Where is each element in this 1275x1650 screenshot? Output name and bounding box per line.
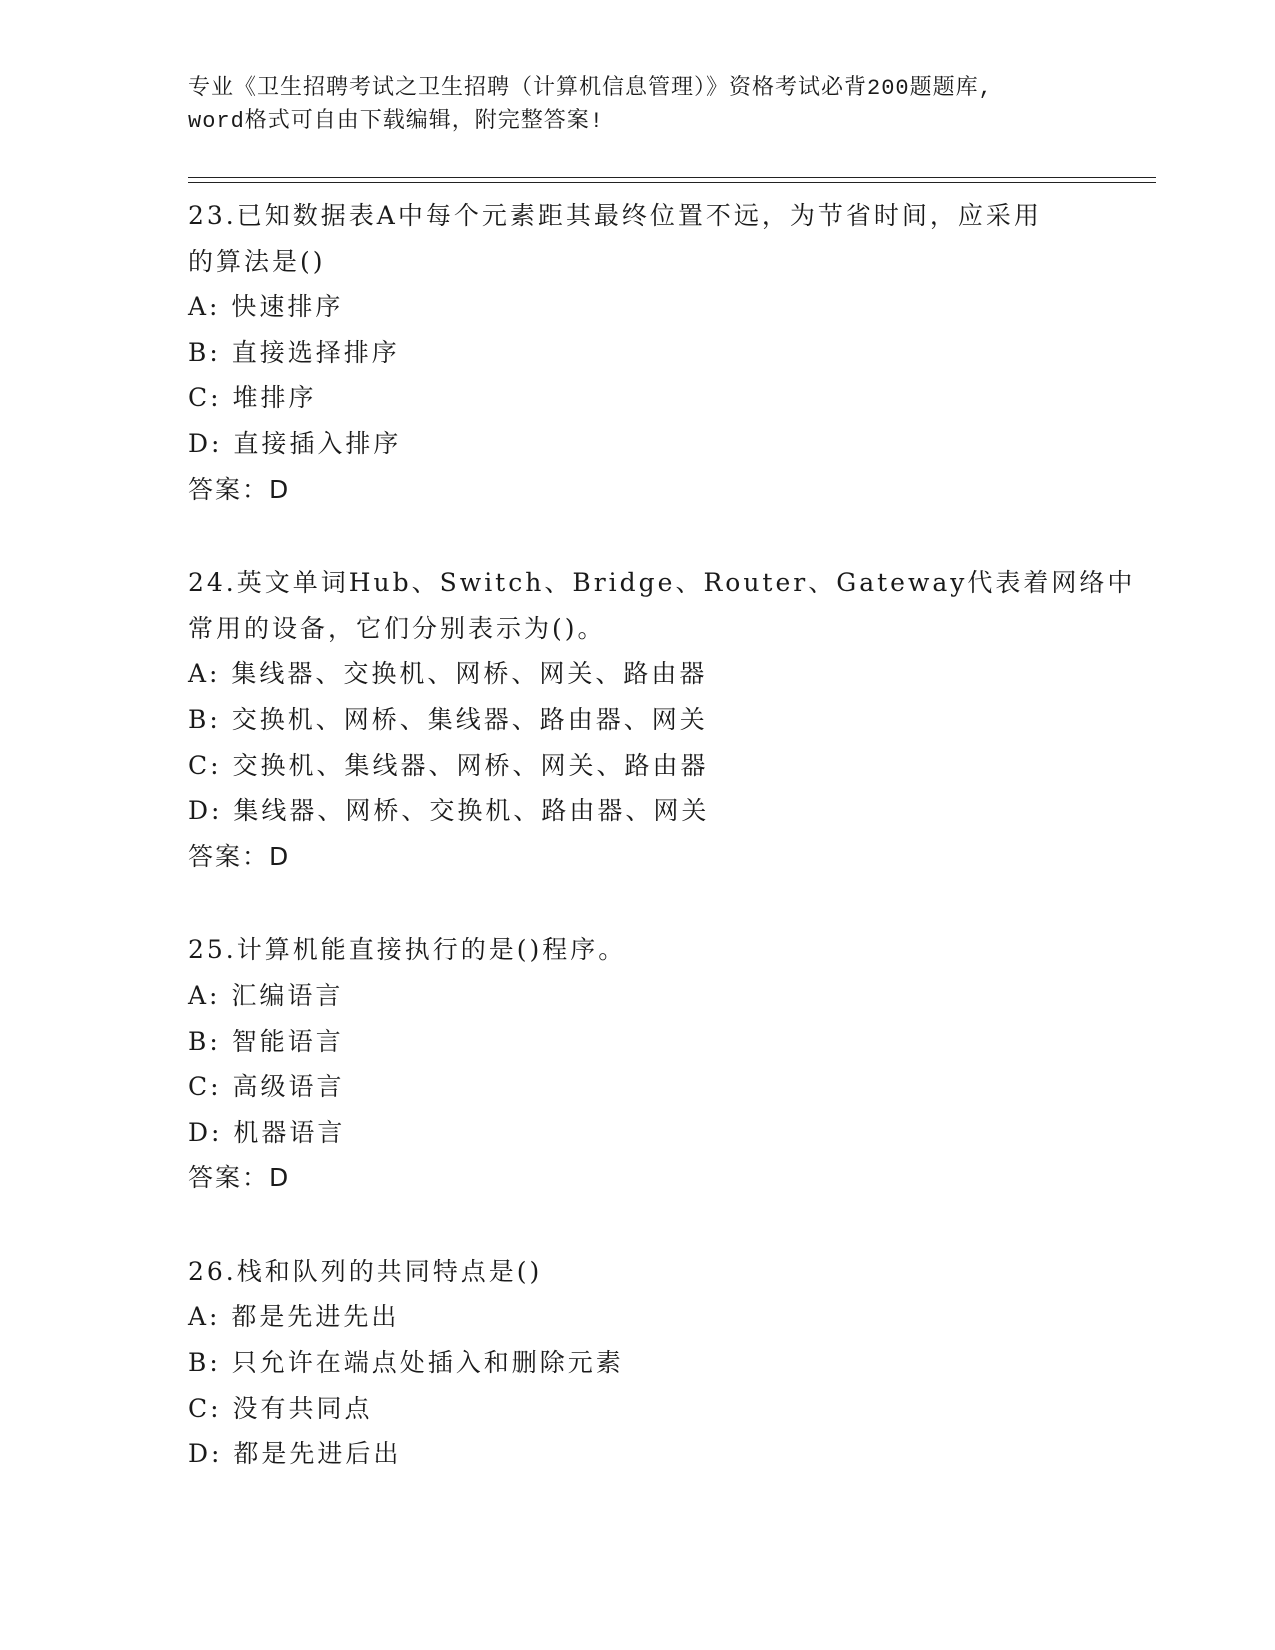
question-24 — [188, 560, 1136, 879]
answer-line: 答案：D — [188, 474, 291, 504]
header-line-2: word格式可自由下载编辑，附完整答案! — [188, 109, 605, 134]
option-b: B: 交换机、网桥、集线器、路由器、网关 — [188, 704, 708, 734]
question-25 — [188, 927, 1108, 1201]
option-a: A: 集线器、交换机、网桥、网关、路由器 — [188, 659, 708, 689]
option-a: A: 都是先进先出 — [188, 1302, 400, 1332]
header-divider-bottom — [188, 182, 1156, 183]
option-a: A: 汇编语言 — [188, 980, 344, 1010]
option-b: B: 智能语言 — [188, 1026, 344, 1056]
question-stem-line: 24.英文单词Hub、Switch、Bridge、Router、Gateway代表着网络中 — [188, 568, 1136, 598]
question-stem-line: 26.栈和队列的共同特点是() — [188, 1256, 543, 1286]
option-c: C: 堆排序 — [188, 383, 317, 413]
header-divider-top — [188, 177, 1156, 178]
answer-line: 答案：D — [188, 841, 291, 871]
question-23 — [188, 193, 1108, 512]
question-stem-line: 23.已知数据表A中每个元素距其最终位置不远，为节省时间，应采用 — [188, 201, 1042, 230]
option-b: B: 只允许在端点处插入和删除元素 — [188, 1348, 624, 1378]
option-a: A: 快速排序 — [188, 292, 344, 322]
option-d: D: 都是先进后出 — [188, 1439, 402, 1469]
question-26 — [188, 1249, 1108, 1477]
question-list — [188, 193, 1136, 1525]
option-c: C: 高级语言 — [188, 1072, 345, 1102]
document-header — [188, 72, 1088, 138]
question-stem-line: 的算法是() — [188, 246, 326, 276]
option-d: D: 集线器、网桥、交换机、路由器、网关 — [188, 796, 710, 826]
option-d: D: 机器语言 — [188, 1117, 346, 1147]
question-stem-line: 25.计算机能直接执行的是()程序。 — [188, 935, 627, 965]
answer-line: 答案：D — [188, 1163, 291, 1193]
option-d: D: 直接插入排序 — [188, 428, 402, 458]
header-line-1: 专业《卫生招聘考试之卫生招聘（计算机信息管理）》资格考试必背200题题库, — [188, 76, 993, 101]
option-c: C: 交换机、集线器、网桥、网关、路由器 — [188, 750, 709, 780]
option-c: C: 没有共同点 — [188, 1393, 373, 1423]
question-stem-line: 常用的设备，它们分别表示为()。 — [188, 613, 606, 643]
option-b: B: 直接选择排序 — [188, 337, 400, 367]
